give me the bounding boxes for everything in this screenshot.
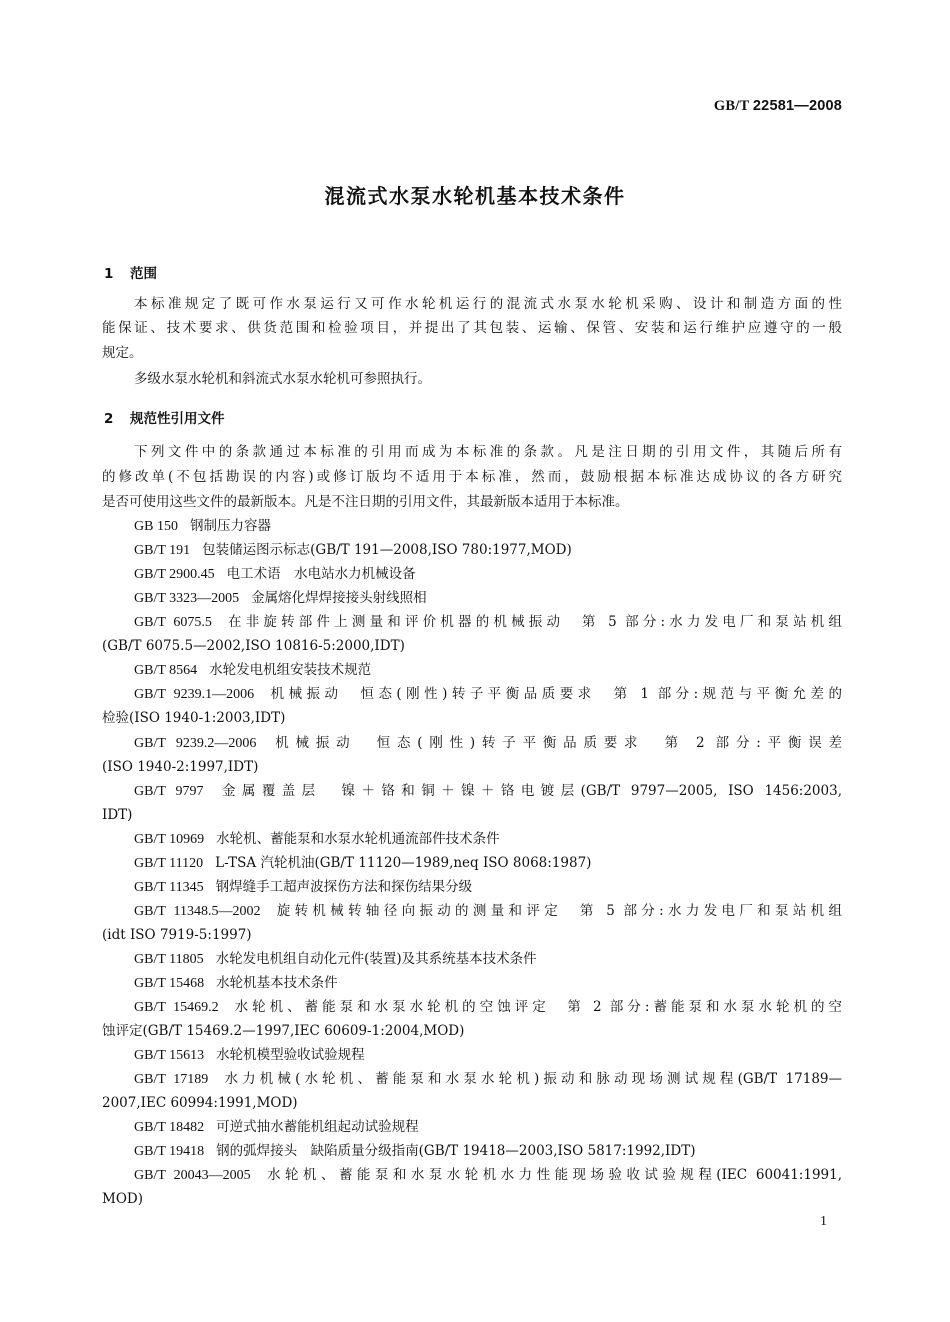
reference-title: 旋转机械转轴径向振动的测量和评定 第 5 部分:水力发电厂和泵站机组	[272, 903, 842, 919]
reference-title: 机械振动 恒态(刚性)转子平衡品质要求 第 1 部分:规范与平衡允差的	[266, 686, 842, 702]
reference-title: 水力机械(水轮机、蓄能泵和水泵水轮机)振动和脉动现场测试规程(GB/T 17189—	[220, 1071, 842, 1087]
reference-continuation: (GB/T 6075.5—2002,ISO 10816-5:2000,IDT)	[102, 638, 405, 654]
document-title: 混流式水泵水轮机基本技术条件	[324, 184, 626, 208]
reference-item	[134, 875, 874, 899]
reference-continuation: 2007,IEC 60994:1991,MOD)	[102, 1095, 298, 1111]
reference-item	[134, 1067, 842, 1091]
standard-code: 22581—2008	[752, 98, 842, 114]
reference-code: GB/T 10969	[134, 832, 205, 847]
reference-code: GB/T 15613	[134, 1048, 205, 1063]
reference-title: 金属覆盖层 镍＋铬和铜＋镍＋铬电镀层(GB/T 9797—2005, ISO 1456:2003,	[215, 783, 842, 799]
reference-continuation: IDT)	[102, 807, 133, 823]
reference-title: 水轮发电机组自动化元件(装置)及其系统基本技术条件	[215, 951, 537, 967]
reference-code: GB/T 11120	[134, 856, 204, 871]
reference-code: GB/T 9797	[134, 784, 204, 799]
reference-continuation: 检验(ISO 1940-1:2003,IDT)	[102, 710, 286, 726]
paragraph-line: 多级水泵水轮机和斜流式水泵水轮机可参照执行。	[134, 371, 431, 387]
reference-title: 水轮机模型验收试验规程	[216, 1047, 365, 1063]
reference-title: 水轮机、蓄能泵和水泵水轮机水力性能现场验收试验规程(IEC 60041:1991,	[262, 1167, 842, 1183]
reference-code: GB/T 11348.5—2002	[134, 904, 261, 919]
section-title: 范围	[130, 266, 157, 282]
paragraph-line: 能保证、技术要求、供货范围和检验项目，并提出了其包装、运输、保管、安装和运行维护应遵守的一般	[102, 320, 842, 336]
reference-item	[134, 731, 842, 755]
reference-title: 在非旋转部件上测量和评价机器的机械振动 第 5 部分:水力发电厂和泵站机组	[223, 614, 842, 630]
reference-code: GB/T 9239.1—2006	[134, 687, 255, 702]
reference-item	[134, 947, 874, 971]
reference-code: GB/T 17189	[134, 1072, 209, 1087]
reference-item	[134, 1115, 874, 1139]
section-number: 1	[104, 266, 114, 282]
reference-code: GB/T 2900.45	[134, 567, 215, 582]
reference-item	[134, 682, 842, 706]
reference-item	[134, 538, 874, 562]
reference-code: GB/T 9239.2—2006	[134, 736, 257, 751]
standard-number	[714, 98, 842, 115]
reference-code: GB/T 15469.2	[134, 1000, 219, 1015]
reference-item	[134, 1139, 874, 1163]
reference-item	[134, 1043, 874, 1067]
section-title: 规范性引用文件	[130, 411, 225, 427]
reference-title: 水轮机基本技术条件	[216, 975, 338, 991]
reference-title: 水轮机、蓄能泵和水泵水轮机的空蚀评定 第 2 部分:蓄能泵和水泵水轮机的空	[230, 999, 842, 1015]
reference-item	[134, 586, 874, 610]
paragraph-line: 下列文件中的条款通过本标准的引用而成为本标准的条款。凡是注日期的引用文件，其随后所有	[134, 444, 842, 460]
section-number: 2	[104, 411, 114, 427]
reference-item	[134, 610, 842, 634]
reference-continuation: 蚀评定(GB/T 15469.2—1997,IEC 60609-1:2004,MOD)	[102, 1023, 465, 1039]
reference-code: GB/T 8564	[134, 663, 198, 678]
reference-code: GB/T 11345	[134, 880, 204, 895]
reference-code: GB/T 3323—2005	[134, 591, 240, 606]
reference-code: GB/T 11805	[134, 952, 204, 967]
reference-item	[134, 971, 874, 995]
reference-title: 包装储运图示标志(GB/T 191—2008,ISO 780:1977,MOD)	[202, 542, 572, 558]
reference-item	[134, 562, 874, 586]
reference-code: GB/T 19418	[134, 1144, 205, 1159]
reference-title: 水轮发电机组安装技术规范	[209, 662, 372, 678]
section-heading-normative-references	[104, 407, 225, 427]
reference-code: GB/T 6075.5	[134, 615, 212, 630]
standard-prefix: GB/T	[713, 98, 750, 114]
reference-item	[134, 1163, 842, 1187]
reference-code: GB/T 20043—2005	[134, 1168, 251, 1183]
page-number: 1	[820, 1214, 827, 1229]
paragraph-line: 规定。	[102, 345, 143, 361]
reference-code: GB/T 15468	[134, 976, 205, 991]
reference-title: 金属熔化焊焊接接头射线照相	[251, 590, 427, 606]
reference-item	[134, 851, 874, 875]
section-heading-scope	[104, 262, 157, 282]
reference-continuation: MOD)	[102, 1191, 143, 1207]
reference-item	[134, 514, 874, 538]
reference-item	[134, 658, 874, 682]
reference-title: 钢的弧焊接头 缺陷质量分级指南(GB/T 19418—2003,ISO 5817:1992,IDT)	[216, 1143, 696, 1159]
paragraph-line: 本标准规定了既可作水泵运行又可作水轮机运行的混流式水泵水轮机采购、设计和制造方面的性	[134, 296, 842, 312]
reference-title: 钢制压力容器	[189, 518, 271, 534]
reference-item	[134, 779, 842, 803]
reference-title: 钢焊缝手工超声波探伤方法和探伤结果分级	[215, 879, 473, 895]
reference-title: 水轮机、蓄能泵和水泵水轮机通流部件技术条件	[216, 831, 500, 847]
reference-item	[134, 827, 874, 851]
reference-title: L-TSA 汽轮机油(GB/T 11120—1989,neq ISO 8068:1987)	[215, 855, 592, 871]
reference-code: GB/T 191	[134, 543, 191, 558]
reference-code: GB/T 18482	[134, 1120, 205, 1135]
reference-title: 机械振动 恒态(刚性)转子平衡品质要求 第 2 部分:平衡误差	[268, 735, 842, 751]
reference-item	[134, 899, 842, 923]
paragraph-line: 的修改单(不包括勘误的内容)或修订版均不适用于本标准，然而，鼓励根据本标准达成协议的各方研究	[102, 469, 842, 485]
reference-item	[134, 995, 842, 1019]
reference-title: 可逆式抽水蓄能机组起动试验规程	[216, 1119, 419, 1135]
paragraph-line: 是否可使用这些文件的最新版本。凡是不注日期的引用文件，其最新版本适用于本标准。	[102, 494, 629, 510]
reference-code: GB 150	[134, 519, 178, 534]
reference-title: 电工术语 水电站水力机械设备	[226, 566, 416, 582]
reference-continuation: (ISO 1940-2:1997,IDT)	[102, 759, 259, 775]
reference-continuation: (idt ISO 7919-5:1997)	[102, 927, 252, 943]
